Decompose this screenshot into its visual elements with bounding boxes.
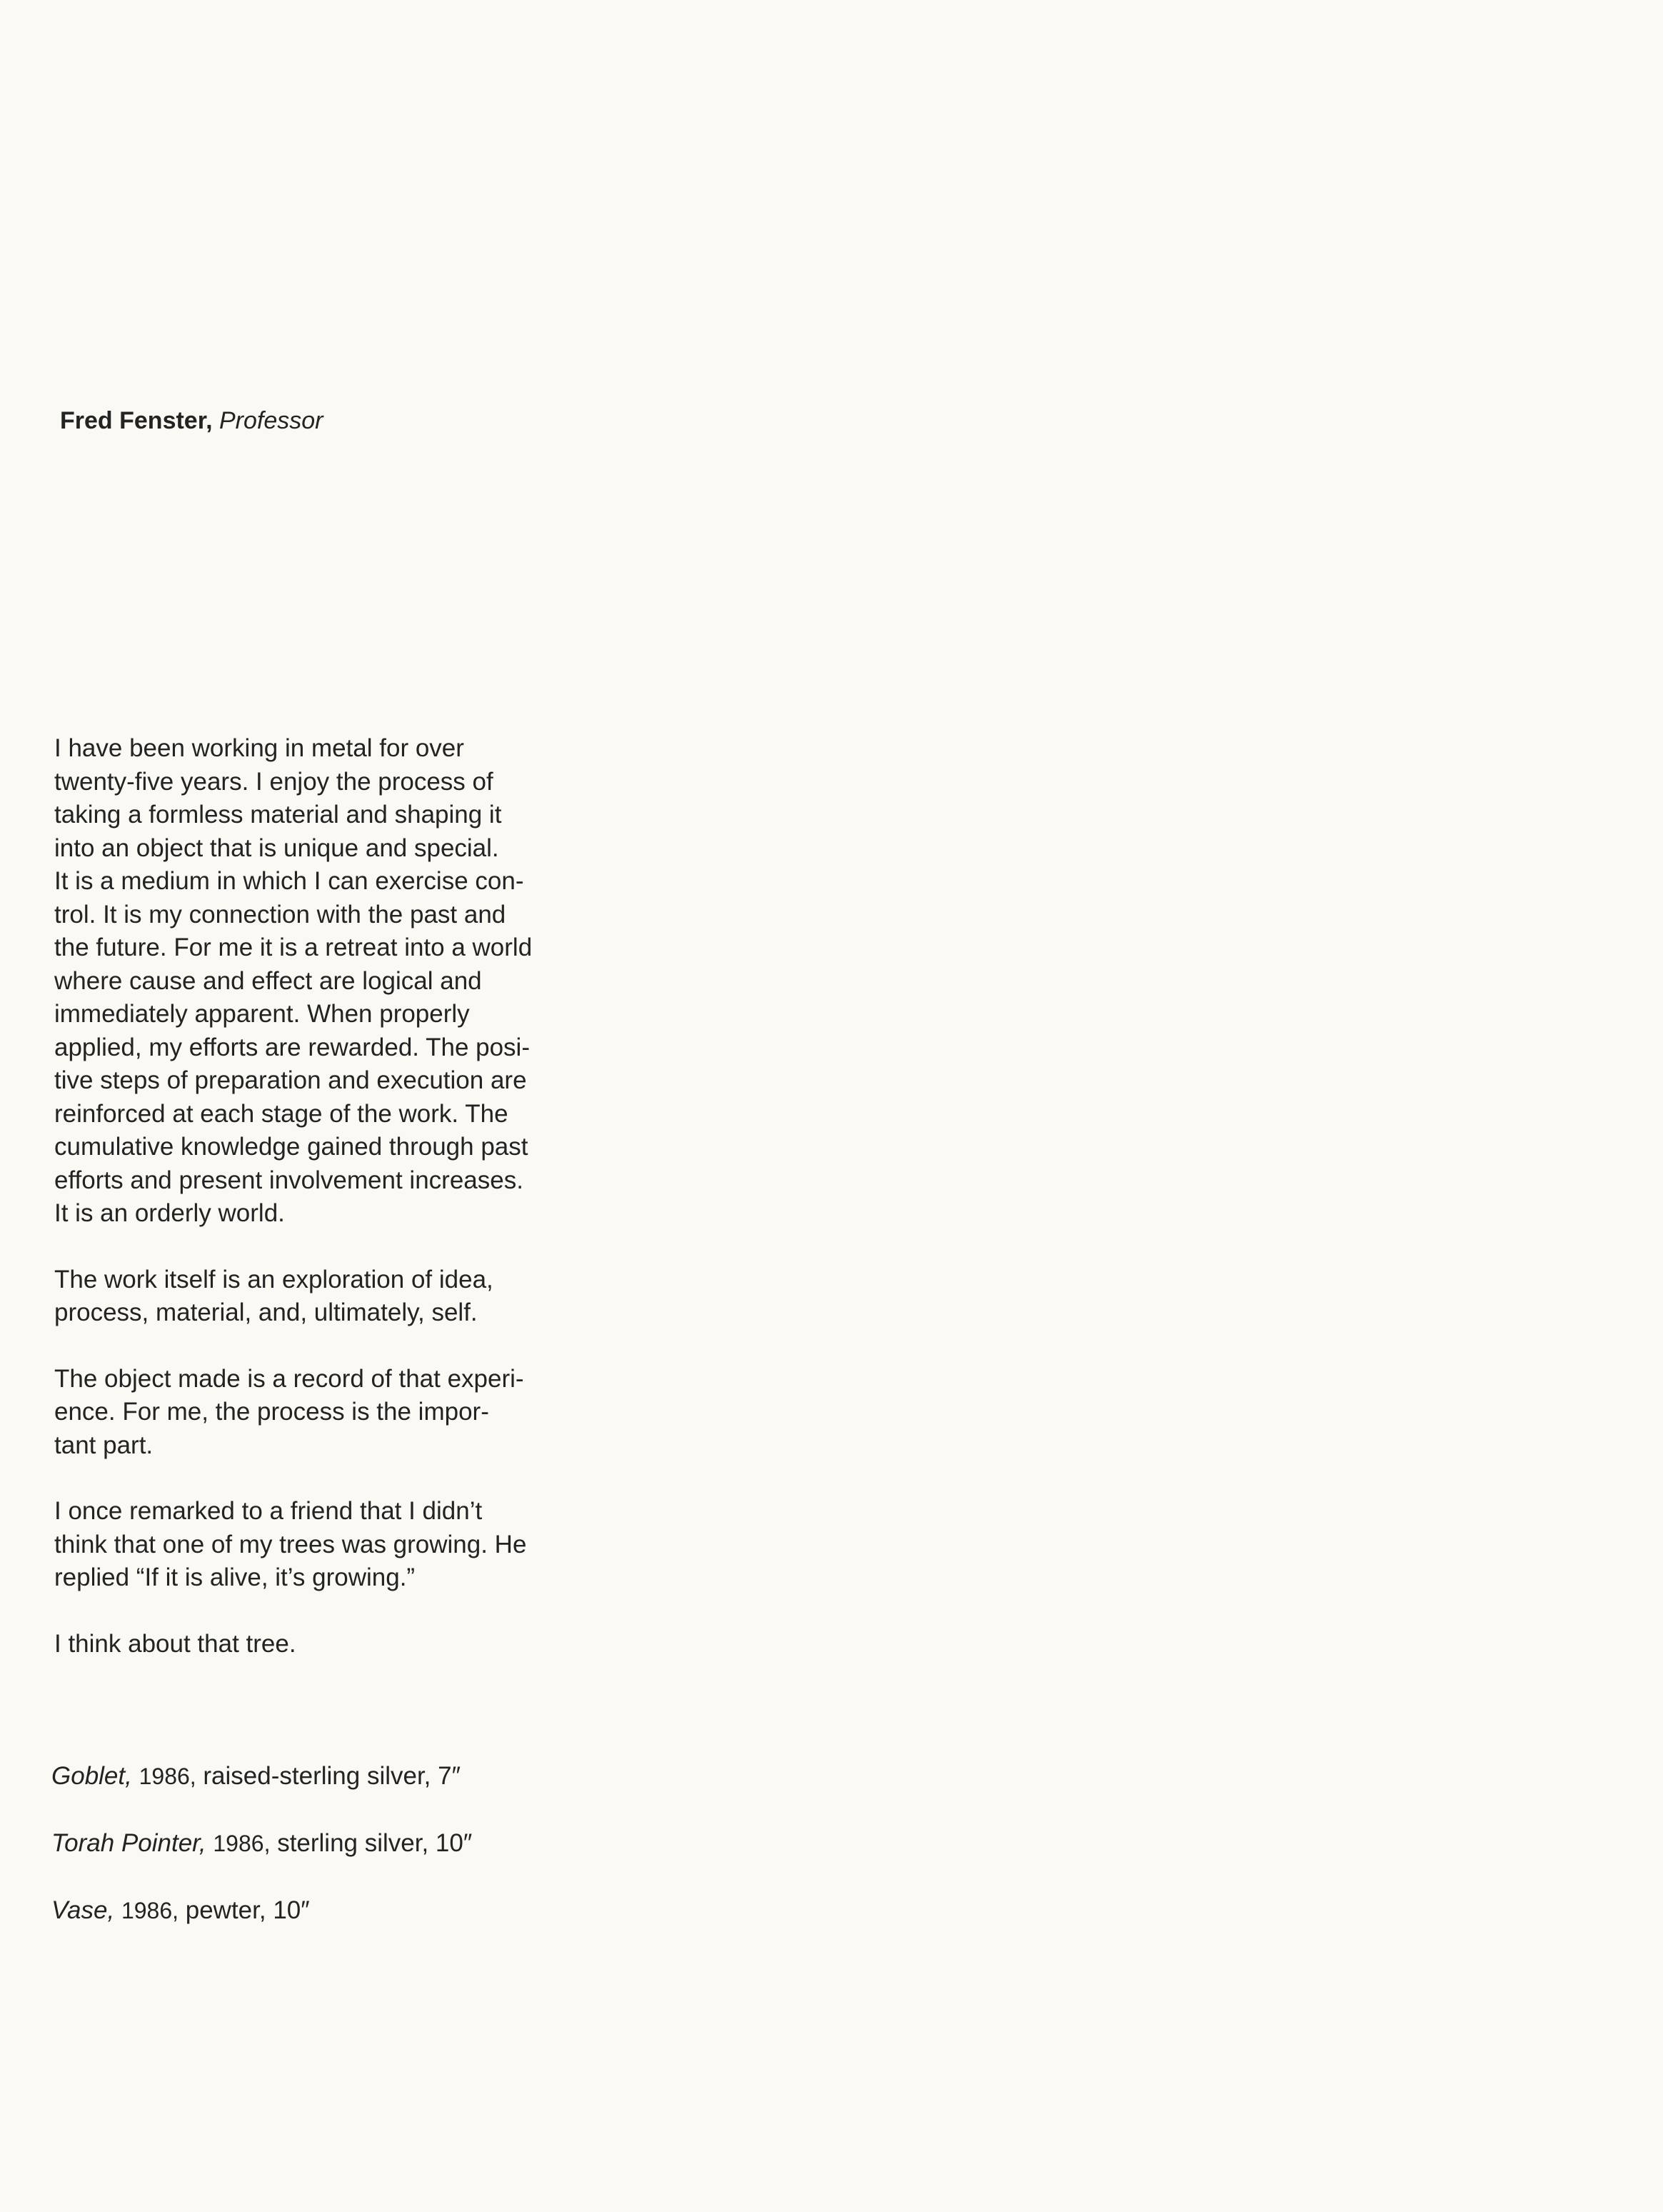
artwork-year: 1986,	[213, 1831, 271, 1856]
statement-line: cumulative knowledge gained through past	[54, 1133, 528, 1161]
statement-line: I once remarked to a friend that I didn’t	[54, 1497, 483, 1525]
statement-line: The work itself is an exploration of idea,	[54, 1265, 493, 1293]
artwork-caption	[51, 1828, 472, 1859]
statement-paragraph	[54, 1263, 597, 1330]
statement-line: twenty-five years. I enjoy the process of	[54, 767, 493, 796]
artwork-caption	[51, 1761, 472, 1792]
author-role: Professor	[218, 407, 323, 434]
artwork-title: Vase,	[51, 1896, 115, 1924]
statement-line: applied, my efforts are rewarded. The posi-	[54, 1033, 530, 1061]
statement-line: trol. It is my connection with the past and	[54, 900, 506, 929]
artwork-year: 1986,	[121, 1898, 179, 1923]
author-heading	[60, 404, 323, 437]
statement-line: I have been working in metal for over	[54, 734, 464, 762]
statement-line: ence. For me, the process is the impor-	[54, 1398, 489, 1426]
statement-line: It is a medium in which I can exercise con-	[54, 867, 524, 895]
statement-paragraph	[54, 1495, 597, 1595]
statement-line: immediately apparent. When properly	[54, 1000, 470, 1028]
statement-line: It is an orderly world.	[54, 1199, 285, 1227]
statement-line: efforts and present involvement increases.	[54, 1166, 523, 1194]
artwork-year: 1986,	[139, 1763, 196, 1789]
statement-paragraph	[54, 732, 597, 1231]
statement-line: replied “If it is alive, it’s growing.”	[54, 1563, 416, 1591]
statement-line: tant part.	[54, 1431, 154, 1459]
statement-paragraph	[54, 1628, 597, 1661]
statement-line: reinforced at each stage of the work. The	[54, 1099, 508, 1128]
statement-line: the future. For me it is a retreat into a world	[54, 934, 533, 961]
statement-paragraph	[54, 1363, 597, 1463]
statement-line: where cause and effect are logical and	[54, 966, 482, 995]
artwork-details: pewter, 10″	[185, 1896, 310, 1924]
statement-line: process, material, and, ultimately, self.	[54, 1298, 478, 1326]
statement-line: I think about that tree.	[54, 1629, 296, 1658]
statement-line: The object made is a record of that experi-	[54, 1364, 524, 1393]
artwork-caption	[51, 1895, 472, 1926]
artwork-captions	[51, 1761, 472, 1962]
statement-line: taking a formless material and shaping it	[54, 801, 502, 829]
author-name: Fred Fenster,	[60, 407, 213, 434]
artwork-title: Torah Pointer,	[51, 1829, 206, 1857]
statement-line: tive steps of preparation and execution are	[54, 1066, 527, 1094]
statement-line: into an object that is unique and special.	[54, 834, 499, 862]
statement-line: think that one of my trees was growing. He	[54, 1530, 527, 1558]
artwork-title: Goblet,	[51, 1762, 132, 1790]
artist-statement	[54, 732, 597, 1693]
artwork-details: raised-sterling silver, 7″	[203, 1762, 461, 1790]
artwork-details: sterling silver, 10″	[277, 1829, 473, 1857]
